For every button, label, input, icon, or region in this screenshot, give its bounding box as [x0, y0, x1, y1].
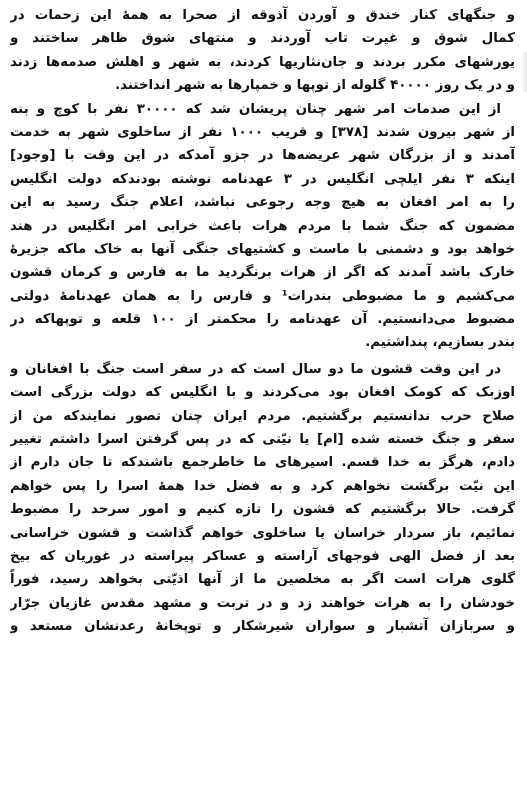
document-body [10, 4, 515, 639]
page-edge-shadow [521, 52, 527, 92]
text-line: اوزبک که کومک افغان بود می‌کردند و با انگلیس که دولت بزرگی است [10, 385, 515, 401]
text-line: کمال شوق و غیرت تاب آوردند و منتهای شوق ظاهر ساختند و [10, 31, 515, 47]
text-line: از این صدمات امر شهر چنان پریشان شد که ۳۰۰۰۰ نفر با کوچ و بنه [10, 101, 502, 117]
text-line: می‌کشیم و ما مضبوطی بندرات¹ و فارس را به همان عهدنامهٔ دولتی [10, 288, 515, 304]
text-line: در این وقت قشون ما دو سال است که در سفر است جنگ با افغانان و [10, 361, 501, 377]
text-line: و سربازان آتشبار و سواران شیرشکار و توپخانهٔ رعدنشان مستعد و [10, 619, 515, 635]
text-line: خودشان را به هرات خواهند زد و در تربت و مشهد مقدس غازیان جرّار [10, 595, 515, 611]
text-line: یورشهای مکرر بردند و جان‌نثاریها کردند، به شهر و اهلش صدمه‌ها زدند [10, 54, 515, 70]
text-line: مضبوط می‌دانستیم. آن عهدنامه را محکمتر از ۱۰۰ قلعه و توپهاکه در [10, 312, 515, 328]
text-line: نمائیم، باز سردار خراسان یا ساخلوی خواهم گذاشت و قشون خراسانی [10, 525, 515, 541]
text-line: دادم، هرگز به خدا قسم. اسیرهای ما خاطرجمع باشندکه تا جان دارم از [10, 455, 515, 471]
text-line: گرفت. حالا برگشتیم که قشون را تازه کنیم و امور سرحد را مضبوط [10, 502, 515, 518]
text-line: خواهد بود و دشمنی با ماست و کشتیهای جنگی آنها به خاک ماکه جزیرهٔ [10, 241, 515, 257]
text-line: و در یک روز ۴۰۰۰۰ گلوله از توپها و خمپارها به شهر انداختند. [115, 78, 515, 94]
text-line: این نیّت برگشت نخواهم کرد و به فضل خدا همهٔ اسرا را پس خواهم [10, 478, 515, 494]
text-line: و جنگهای کنار خندق و آوردن آذوقه از صحرا به همهٔ این زحمات در [10, 8, 515, 23]
text-line: بندر بسازیم، پنداشتیم. [365, 335, 515, 351]
text-line: خارک باشد آمدند که اگر از هرات برنگردید ما به فارس و کرمان قشون [10, 265, 515, 281]
text-line: گلوی هرات است اگر به مخلصین ما از آنها اذیّتی بخواهد رسید، فوراً [10, 572, 515, 588]
text-line: از شهر بیرون شدند [۳۷۸] و قریب ۱۰۰۰ نفر از ساخلوی شهر به خدمت [10, 124, 515, 140]
text-line: بعد از فضل الهی فوجهای آراسته و عساکر پیراسته در غوریان که بیخ [10, 548, 515, 564]
text-line: اینکه ۳ نفر ایلچی انگلیس در ۳ عهدنامه نوشته بودندکه دولت انگلیس [10, 171, 515, 187]
text-line: سفر و جنگ خسته شده [ام] یا نیّتی که در پس گرفتن اسرا داشتم تغییر [10, 432, 515, 448]
text-line: مضمون که جنگ شما با مردم هرات باعث خرابی امر انگلیس در هند [10, 218, 515, 234]
text-line: را به امر افغان به هیچ وجه رجوعی نباشد، اعلام جنگ رسید به این [10, 195, 515, 211]
text-line: آمدند و از بزرگان شهر عریضه‌ها در جزو آمدکه در این وقت با [وجود] [10, 148, 515, 164]
text-line: صلاح حرب ندانستیم برگشتیم. مردم ایران چنان تصور نمایندکه من از [10, 408, 515, 424]
